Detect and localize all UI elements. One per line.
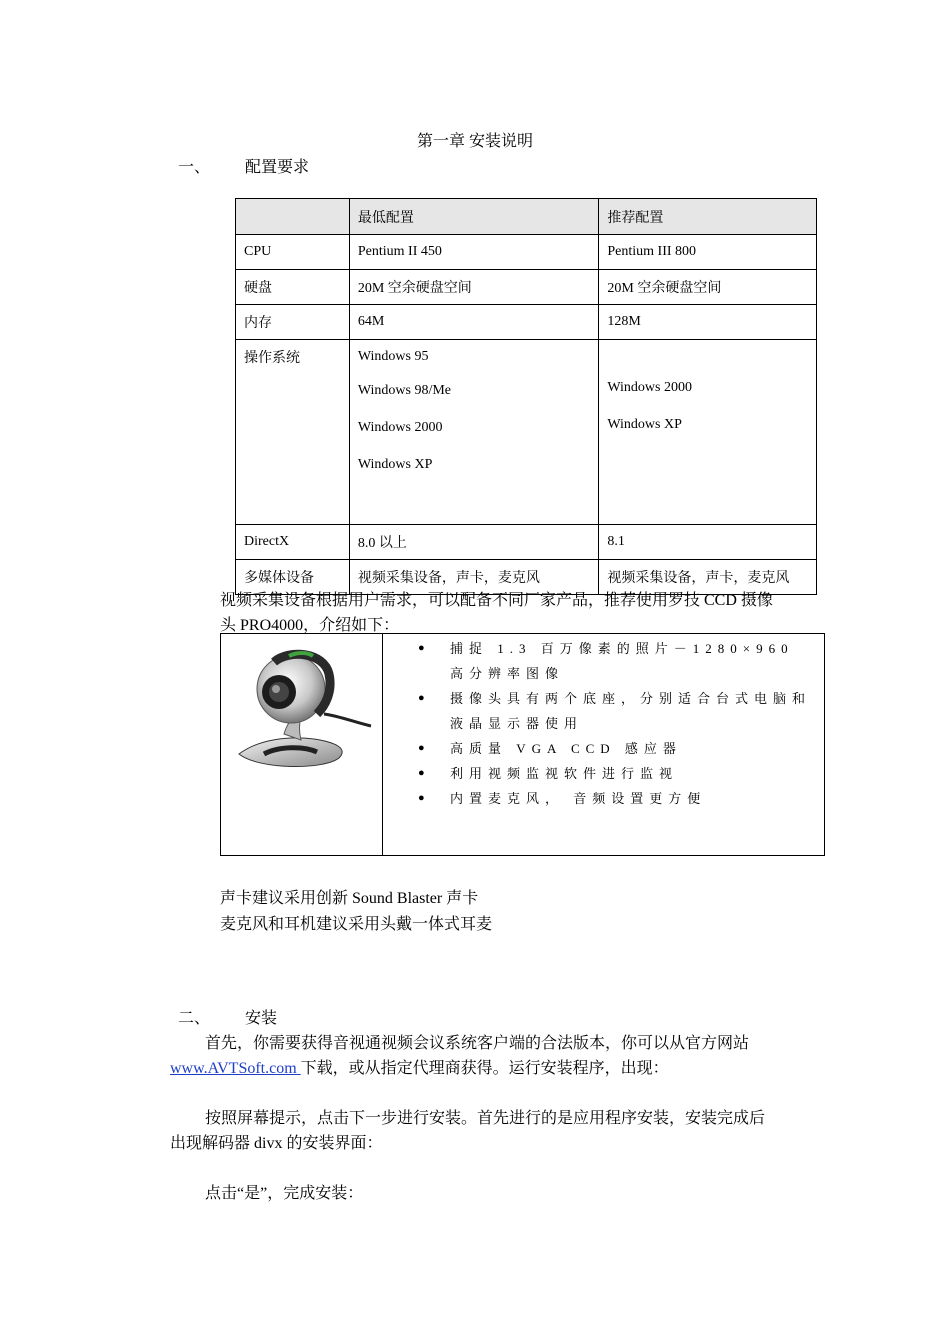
header-cell-min: 最低配置 [349,199,599,235]
install-paragraph-1-tail: 下载，或从指定代理商获得。运行安装程序，出现： [300,1060,669,1077]
webcam-image [229,644,374,772]
bullet-icon: ● [418,642,425,654]
table-header-row [236,199,817,235]
os-min-item: Windows 2000 [357,420,443,435]
bullet-icon: ● [418,767,425,779]
row-label: CPU [236,235,350,270]
install-paragraph-2-line-2: 出现解码器 divx 的安装界面： [170,1135,383,1152]
list-item: ● 内置麦克风， 音频设置更方便 [416,786,816,811]
row-rec: 20M 空余硬盘空间 [599,270,817,305]
spec-table [235,198,817,595]
camera-intro-line-1: 视频采集设备根据用户需求，可以配备不同厂家产品，推荐使用罗技 CCD 摄像 [220,592,773,609]
os-min-item: Windows 98/Me [357,383,452,398]
avtsoft-link[interactable]: www.AVTSoft.com [170,1060,301,1077]
camera-intro-line-2: 头 PRO4000，介绍如下： [220,617,400,634]
header-cell-rec: 推荐配置 [599,199,817,235]
row-min: 8.0 以上 [349,525,599,560]
bullet-icon: ● [418,692,425,704]
list-item: ● 摄像头具有两个底座，分别适合台式电脑和液晶显示器使用 [416,686,816,736]
row-rec: 视频采集设备，声卡，麦克风 [599,560,817,595]
install-paragraph-1-line-2 [170,1055,669,1078]
header-cell-empty [236,199,350,235]
install-paragraph-3: 点击“是”，完成安装： [205,1185,364,1202]
os-min-item: Windows XP [357,457,433,472]
row-label: DirectX [236,525,350,560]
row-min: 视频采集设备，声卡，麦克风 [349,560,599,595]
section-1-title: 配置要求 [245,159,310,176]
list-item: ● 捕捉 1.3 百万像素的照片－1280×960 高分辨率图像 [416,636,816,686]
row-label: 多媒体设备 [236,560,350,595]
row-label: 硬盘 [236,270,350,305]
os-min-list [349,340,599,525]
section-2-number: 二、 [178,1010,211,1027]
row-label: 内存 [236,305,350,340]
row-label: 操作系统 [236,340,350,525]
row-rec: 128M [599,305,817,340]
camera-feature-list [416,634,816,811]
table-row-os [236,340,817,525]
chapter-title: 第一章 安装说明 [416,133,533,150]
headset-note: 麦克风和耳机建议采用头戴一体式耳麦 [220,916,493,933]
row-min: 20M 空余硬盘空间 [349,270,599,305]
camera-box-divider [382,634,383,855]
list-item: ● 利用视频监视软件进行监视 [416,761,816,786]
section-2-title: 安装 [245,1010,278,1027]
install-paragraph-2-line-1: 按照屏幕提示，点击下一步进行安装。首先进行的是应用程序安装，安装完成后 [205,1110,766,1127]
list-item: ● 高质量 VGA CCD 感应器 [416,736,816,761]
row-min: 64M [349,305,599,340]
sound-card-note: 声卡建议采用创新 Sound Blaster 声卡 [220,890,479,907]
table-row [236,305,817,340]
table-row [236,235,817,270]
os-rec-list [599,340,817,525]
row-rec: Pentium III 800 [599,235,817,270]
row-min: Pentium II 450 [349,235,599,270]
install-paragraph-1-line-1: 首先，你需要获得音视通视频会议系统客户端的合法版本，你可以从官方网站 [205,1035,750,1052]
section-1-number: 一、 [178,159,211,176]
os-rec-item: Windows XP [607,417,682,432]
table-row [236,270,817,305]
bullet-icon: ● [418,792,425,804]
camera-info-box [220,633,825,856]
table-row [236,525,817,560]
bullet-icon: ● [418,742,425,754]
os-min-item: Windows 95 [357,349,429,364]
os-rec-item: Windows 2000 [607,380,692,395]
row-rec: 8.1 [599,525,817,560]
